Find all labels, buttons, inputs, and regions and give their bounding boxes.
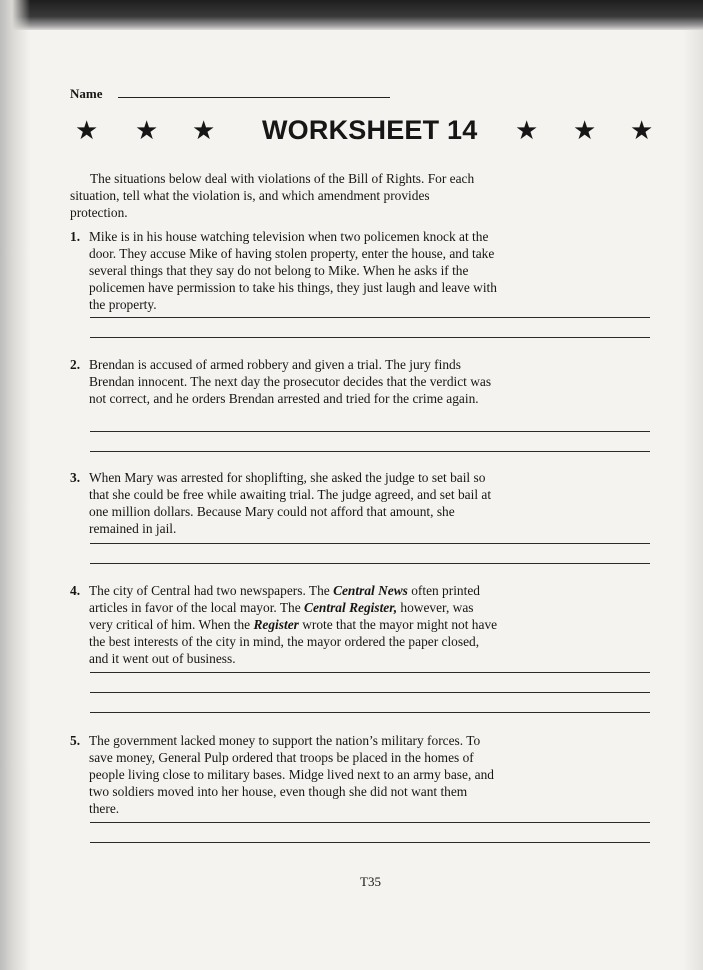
question-number: 4. bbox=[70, 583, 81, 598]
answer-line[interactable] bbox=[90, 712, 650, 713]
answer-line[interactable] bbox=[90, 543, 650, 544]
scan-top-edge bbox=[0, 0, 703, 30]
answer-line[interactable] bbox=[90, 822, 650, 823]
answer-line[interactable] bbox=[90, 842, 650, 843]
name-field-line[interactable] bbox=[118, 97, 390, 98]
question-number: 1. bbox=[70, 229, 81, 244]
instructions bbox=[70, 170, 480, 221]
scan-right-edge bbox=[683, 30, 703, 970]
title-row bbox=[0, 112, 703, 152]
question-text: Brendan is accused of armed robbery and given a trial. The jury finds Brendan innocent. The next day the prosecutor decides that the verdict was not correct, and he orders Brendan arrested and tried for the crime again. bbox=[89, 357, 492, 406]
star-icon: ★ bbox=[515, 116, 539, 145]
page-number: T35 bbox=[360, 874, 381, 889]
question-number: 2. bbox=[70, 357, 81, 372]
newspaper-name: Central Register, bbox=[304, 600, 398, 615]
star-icon: ★ bbox=[192, 116, 216, 145]
question-text: When Mary was arrested for shoplifting, she asked the judge to set bail so that she could be free while awaiting trial. The judge agreed, and set bail at one million dollars. Because Mary could not afford that amount, she remained in jail. bbox=[89, 470, 492, 536]
answer-line[interactable] bbox=[90, 563, 650, 564]
question-number: 3. bbox=[70, 470, 81, 485]
answer-line[interactable] bbox=[90, 337, 650, 338]
answer-line[interactable] bbox=[90, 451, 650, 452]
instructions-text: The situations below deal with violations of the Bill of Rights. For each situation, tell what the violation is, and which amendment provides protection. bbox=[70, 171, 475, 220]
name-row bbox=[70, 86, 103, 102]
question-text: The government lacked money to support the nation’s military forces. To save money, General Pulp ordered that troops be placed in the homes of people living close to military bases. Midge lived next to an army base, and two soldiers moved into her house, even though she did not want them there. bbox=[89, 733, 494, 816]
star-icon: ★ bbox=[75, 116, 99, 145]
text-segment: however, was very critical of him. When the bbox=[89, 600, 474, 632]
answer-line[interactable] bbox=[90, 317, 650, 318]
answer-line[interactable] bbox=[90, 672, 650, 673]
page-title: WORKSHEET 14 bbox=[262, 115, 478, 145]
star-icon: ★ bbox=[135, 116, 159, 145]
star-icon: ★ bbox=[630, 116, 654, 145]
text-segment: The city of Central had two newspapers. The bbox=[89, 583, 334, 598]
question-number: 5. bbox=[70, 733, 81, 748]
star-icon: ★ bbox=[573, 116, 597, 145]
text-segment: often printed articles in favor of the local mayor. The bbox=[89, 583, 480, 615]
newspaper-name: Register bbox=[253, 617, 299, 632]
question-text bbox=[89, 582, 499, 667]
text-segment: wrote that the mayor might not have the best interests of the city in mind, the mayor ordered the paper closed, and it went out of business. bbox=[89, 617, 498, 666]
newspaper-name: Central News bbox=[333, 583, 408, 598]
name-label: Name bbox=[70, 86, 103, 101]
answer-line[interactable] bbox=[90, 431, 650, 432]
answer-line[interactable] bbox=[90, 692, 650, 693]
question-text: Mike is in his house watching television when two policemen knock at the door. They accuse Mike of having stolen property, enter the house, and take several things that they say do not belong to Mike. When he asks if the policemen have permission to take his things, they just laugh and leave with the property. bbox=[89, 229, 497, 312]
